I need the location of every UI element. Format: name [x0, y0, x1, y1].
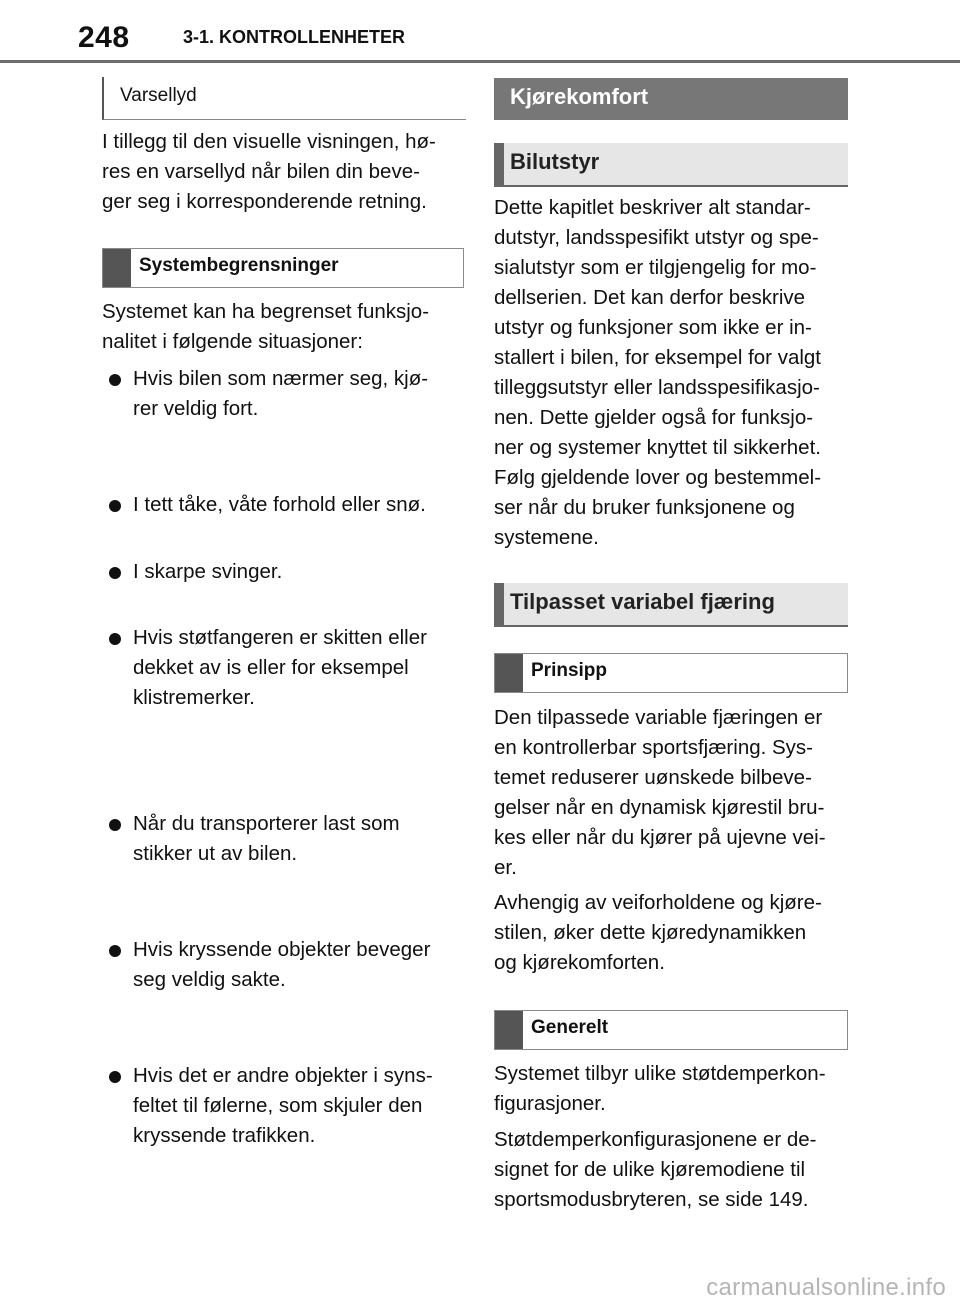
paragraph-line: og kjørekomforten.	[494, 951, 665, 974]
subsection-tilpasset-text: Tilpasset variabel fjæring	[510, 589, 775, 614]
header-rule	[0, 60, 960, 63]
bullet-line: Når du transporterer last som	[133, 812, 400, 835]
paragraph-line: Dette kapitlet beskriver alt standar-	[494, 196, 811, 219]
heading-prinsipp-text: Prinsipp	[531, 660, 608, 681]
intro-line: res en varsellyd når bilen din beve-	[102, 160, 420, 183]
bullet-line: Hvis bilen som nærmer seg, kjø-	[133, 367, 429, 390]
paragraph-line: gelser når en dynamisk kjørestil bru-	[494, 796, 825, 819]
paragraph-line: er.	[494, 856, 517, 879]
subsection-tilpasset-variabel-fjaering	[494, 583, 848, 627]
paragraph-line: stallert i bilen, for eksempel for valgt	[494, 346, 821, 369]
bullet-line: Hvis det er andre objekter i syns-	[133, 1064, 433, 1087]
paragraph-line: figurasjoner.	[494, 1092, 606, 1115]
bullet-item	[102, 935, 495, 995]
heading-marker	[103, 249, 131, 287]
paragraph-line: en kontrollerbar sportsfjæring. Sys-	[494, 736, 814, 759]
heading-systembegrensninger	[102, 248, 464, 288]
subheading-varsellyd	[102, 77, 466, 120]
watermark: carmanualsonline.info	[706, 1274, 946, 1301]
bullet-item	[102, 557, 495, 587]
heading-prinsipp	[494, 653, 848, 693]
page-number: 248	[78, 21, 130, 54]
veiforhold-paragraph	[494, 888, 848, 978]
bullet-item	[102, 623, 495, 713]
subsection-marker	[494, 143, 504, 185]
bullet-item	[102, 364, 495, 424]
paragraph-line: systemene.	[494, 526, 599, 549]
intro-line: I tillegg til den visuelle visningen, hø-	[102, 130, 436, 153]
subheading-varsellyd-text: Varsellyd	[120, 85, 197, 106]
limits-intro-line: Systemet kan ha begrenset funksjo-	[102, 300, 430, 323]
bullet-line: I tett tåke, våte forhold eller snø.	[133, 493, 426, 516]
bullet-line: Hvis kryssende objekter beveger	[133, 938, 431, 961]
paragraph-line: sialutstyr som er tilgjengelig for mo-	[494, 256, 817, 279]
paragraph-line: tilleggsutstyr eller landsspesifikasjo-	[494, 376, 820, 399]
bullet-item	[102, 490, 495, 520]
subsection-bilutstyr	[494, 143, 848, 187]
paragraph-line: Den tilpassede variable fjæringen er	[494, 706, 823, 729]
bullet-line: dekket av is eller for eksempel	[133, 656, 409, 679]
intro-paragraph	[102, 127, 464, 217]
chapter-title: 3-1. KONTROLLENHETER	[183, 27, 406, 47]
paragraph-line: utstyr og funksjoner som ikke er in-	[494, 316, 812, 339]
stotdemper-paragraph	[494, 1125, 848, 1215]
paragraph-line: kes eller når du kjører på ujevne vei-	[494, 826, 826, 849]
bullet-line: Hvis støtfangeren er skitten eller	[133, 626, 427, 649]
bullet-line: I skarpe svinger.	[133, 560, 283, 583]
paragraph-line: dellserien. Det kan derfor beskrive	[494, 286, 806, 309]
bullet-item	[102, 1061, 495, 1151]
subsection-marker	[494, 583, 504, 625]
bullet-line: klistremerker.	[133, 686, 255, 709]
paragraph-line: ser når du bruker funksjonene og	[494, 496, 795, 519]
paragraph-line: signet for de ulike kjøremodiene til	[494, 1158, 806, 1181]
prinsipp-paragraph	[494, 703, 848, 883]
bullet-line: seg veldig sakte.	[133, 968, 286, 991]
paragraph-line: dutstyr, landsspesifikt utstyr og spe-	[494, 226, 819, 249]
heading-generelt-text: Generelt	[531, 1017, 609, 1038]
paragraph-line: ner og systemer knyttet til sikkerhet.	[494, 436, 821, 459]
heading-systembegrensninger-text: Systembegrensninger	[139, 255, 339, 276]
bullet-line: stikker ut av bilen.	[133, 842, 298, 865]
paragraph-line: Systemet tilbyr ulike støtdemperkon-	[494, 1062, 826, 1085]
bullet-item	[102, 809, 495, 869]
bilutstyr-paragraph	[494, 193, 848, 553]
paragraph-line: Avhengig av veiforholdene og kjøre-	[494, 891, 822, 914]
bullet-line: feltet til følerne, som skjuler den	[133, 1094, 423, 1117]
bullet-line: rer veldig fort.	[133, 397, 259, 420]
paragraph-line: temet reduserer uønskede bilbeve-	[494, 766, 812, 789]
paragraph-line: nen. Dette gjelder også for funksjo-	[494, 406, 814, 429]
heading-generelt	[494, 1010, 848, 1050]
generelt-paragraph	[494, 1059, 848, 1119]
subsection-bilutstyr-text: Bilutstyr	[510, 149, 600, 174]
bullet-line: kryssende trafikken.	[133, 1124, 316, 1147]
limits-intro	[102, 297, 464, 357]
limits-intro-line: nalitet i følgende situasjoner:	[102, 330, 363, 353]
heading-marker	[495, 654, 523, 692]
paragraph-line: Støtdemperkonfigurasjonene er de-	[494, 1128, 817, 1151]
section-kjorekomfort-text: Kjørekomfort	[510, 84, 649, 109]
paragraph-line: Følg gjeldende lover og bestemmel-	[494, 466, 822, 489]
paragraph-line: sportsmodusbryteren, se side 149.	[494, 1188, 809, 1211]
section-kjorekomfort	[494, 78, 848, 120]
paragraph-line: stilen, øker dette kjøredynamikken	[494, 921, 807, 944]
intro-line: ger seg i korresponderende retning.	[102, 190, 427, 213]
heading-marker	[495, 1011, 523, 1049]
